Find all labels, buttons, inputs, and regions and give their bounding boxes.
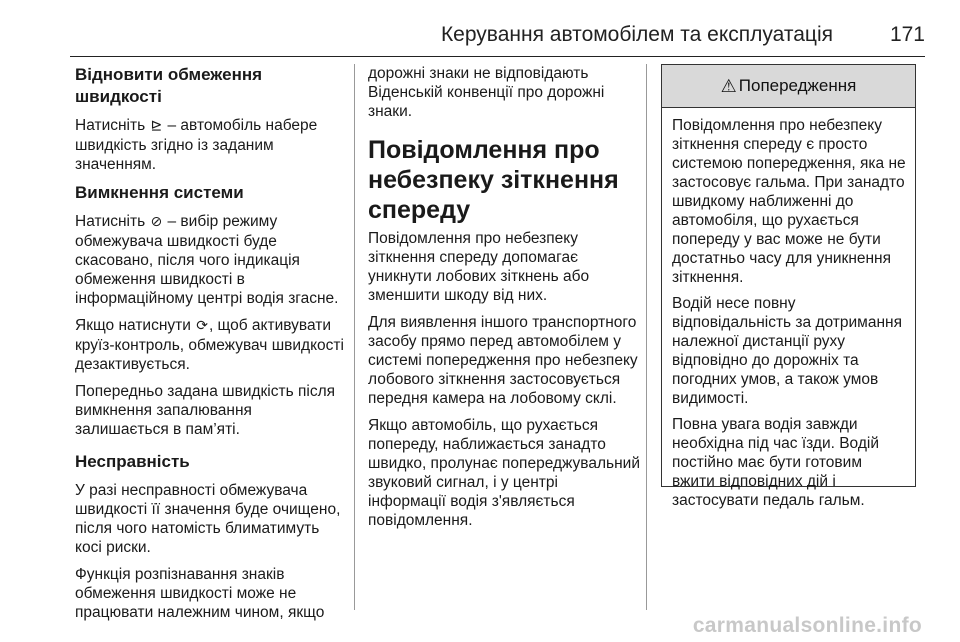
restore-limit-heading: Відновити обмеження швидкості bbox=[75, 65, 263, 106]
collision-alert-text-1: Повідомлення про небезпеку зіткнення спереду допомагає уникнути лобових зіткнень або зменшити шкоду від них. bbox=[368, 230, 590, 304]
left-column bbox=[75, 64, 345, 630]
limiter-icon: ⊘ bbox=[150, 214, 163, 230]
restore-limit-text: Натисніть ⊵ – автомобіль набере швидкість згідно із заданим значенням. bbox=[75, 117, 318, 173]
page-number: 171 bbox=[889, 23, 925, 46]
resume-icon: ⊵ bbox=[150, 118, 163, 134]
continued-text: дорожні знаки не відповідають Віденській конвенції про дорожні знаки. bbox=[368, 65, 605, 120]
column-divider-right bbox=[646, 64, 647, 610]
collision-alert-text-2: Для виявлення іншого транспортного засобу прямо перед автомобілем у системі попередження про небезпеку лобового зіткнення застосовується передня камера на лобовому склі. bbox=[368, 314, 638, 407]
warning-header bbox=[662, 65, 915, 108]
collision-alert-text-3: Якщо автомобіль, що рухається попереду, наближається занадто швидко, пролунає попереджувальний звуковий сигнал, і у центрі інформації водія з'являється повідомлення. bbox=[368, 417, 640, 529]
page-title: Керування автомобілем та експлуатація bbox=[440, 23, 833, 46]
warning-box bbox=[661, 64, 916, 509]
warning-title: Попередження bbox=[738, 76, 857, 95]
watermark: carmanualsonline.info bbox=[692, 614, 922, 637]
warning-text-1: Повідомлення про небезпеку зіткнення спереду є просто системою попередження, яка не застосовує гальма. При занадто швидкому наближенні до автомобіля, що рухається попереду у вас може не бути достатньо часу для уникнення зіткнення. bbox=[672, 117, 906, 286]
page-header bbox=[70, 22, 925, 57]
column-divider-left bbox=[354, 64, 355, 610]
fault-heading: Несправність bbox=[75, 452, 190, 471]
system-off-heading: Вимкнення системи bbox=[75, 183, 244, 202]
system-off-text-3: Попередньо задана швидкість після вимкнення запалювання залишається в пам’яті. bbox=[75, 383, 336, 438]
system-off-text-1: Натисніть ⊘ – вибір режиму обмежувача швидкості буде скасовано, після чого індикація обмеження швидкості в інформаційному центрі водія згасне. bbox=[75, 213, 339, 307]
warning-text-3: Повна увага водія завжди необхідна під час їзди. Водій постійно має бути готовим вжити відповідних дій і застосувати педаль гальм. bbox=[672, 416, 879, 509]
cruise-control-icon: ⟳ bbox=[196, 318, 208, 334]
warning-body bbox=[662, 108, 915, 510]
warning-triangle-icon: ⚠ bbox=[720, 75, 737, 97]
collision-alert-heading: Повідомлення про небезпеку зіткнення спереду bbox=[368, 136, 619, 224]
fault-text-1: У разі несправності обмежувача швидкості її значення буде очищено, після чого натомість блиматимуть косі риски. bbox=[75, 482, 341, 556]
system-off-text-2: Якщо натиснути ⟳, щоб активувати круїз-контроль, обмежувач швидкості дезактивується. bbox=[75, 317, 344, 373]
middle-column bbox=[368, 64, 640, 538]
fault-text-2: Функція розпізнавання знаків обмеження швидкості може не працювати належним чином, якщо bbox=[75, 566, 325, 621]
warning-text-2: Водій несе повну відповідальність за дотримання належної дистанції руху відповідно до дорожніх та погодних умов, а також умов видимості. bbox=[672, 295, 902, 407]
